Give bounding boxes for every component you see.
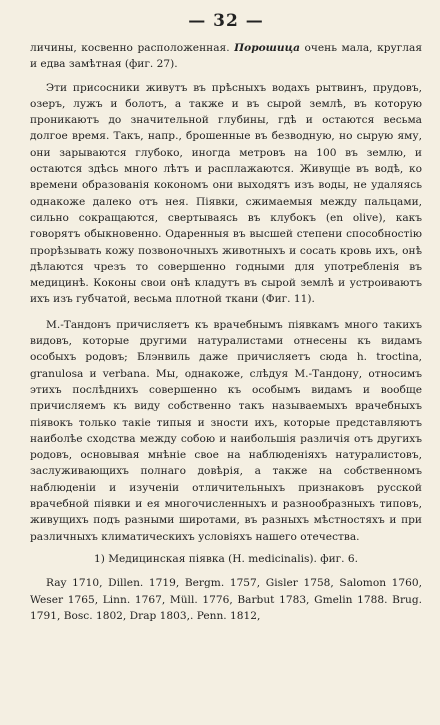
footnote: 1) Медицинская піявка (H. medicinalis). фиг. 6. — [93, 552, 359, 565]
paragraph-1-term: Порошица — [234, 42, 300, 54]
paragraph-2: Эти присосники живутъ въ прѣсныхъ водахъ рытвинъ, прудовъ, озеръ, лужъ и болотъ, а также и въ сырой землѣ, въ которую проникаютъ до значительной глубины, гдѣ и остаются весьма долгое время. Такъ, напр., брошенные въ безводную, но сырую яму, они зарываются глубоко, иногда метровъ на 100 въ землю, и остаются здѣсь много лѣтъ и расплажаются. Живущіе въ водѣ, ко времени образованія кокономъ они выходятъ изъ воды, не удаляясь однакоже далеко отъ нея. Піявки, сжимаемыя между пальцами, сильно сокращаются, свертываясь въ клубокъ (en olive), какъ говорятъ обыкновенно. Одаренныя въ высшей степени способностію прорѣзывать кожу позвоночныхъ животныхъ и сосать кровь ихъ, онѣ дѣлаются чрезъ то совершенно годными для употребленія въ медицинѣ. Коконы свои онѣ кладутъ въ сырой землѣ и устроиваютъ ихъ изъ губчатой, весьма плотной ткани (Фиг. 11). — [30, 81, 422, 306]
page-number: — 32 — — [188, 11, 264, 31]
bibliography: Ray 1710, Dillen. 1719, Bergm. 1757, Gisler 1758, Salomon 1760, Weser 1765, Linn. 1767, Müll. 1776, Barbut 1783, Gmelin 1788. Brug. 1791, Bosc. 1802, Drap 1803,. Penn. 1812, — [30, 577, 422, 622]
paragraph-1-lead: личины, косвенно расположенная. — [30, 42, 235, 54]
paragraph-3: М.-Тандонъ причисляетъ къ врачебнымъ піявкамъ много такихъ видовъ, которые другими натуралистами отнесены къ видамъ особыхъ родовъ; Блэнвиль даже причисляетъ сюда h. troctina, granulosa и verbana. Мы, однакоже, слѣдуя М.-Тандону, относимъ этихъ послѣднихъ совершенно къ особымъ видамъ и вообще причисляемъ къ виду собственно такъ называемыхъ врачебныхъ піявокъ только такіе типыя и зности ихъ, которые представляютъ наиболѣе сходства между собою и наибольшія различія отъ другихъ родовъ, основывая мнѣніе свое на наблюденіяхъ натуралистовъ, заслуживающихъ полнаго довѣрія, а также на собственномъ наблюденіи и изученіи отличительныхъ признаковъ русской врачебной піявки и ея многочисленныхъ и разнообразныхъ типовъ, живущихъ подъ разными широтами, въ разныхъ мѣстностяхъ и при различныхъ климатическихъ условіяхъ нашего отечества. — [30, 318, 422, 543]
paragraph-1 — [30, 40, 422, 73]
paragraph-1-tail: очень мала, круглая и едва замѣтная (фиг. 27). — [30, 42, 422, 71]
